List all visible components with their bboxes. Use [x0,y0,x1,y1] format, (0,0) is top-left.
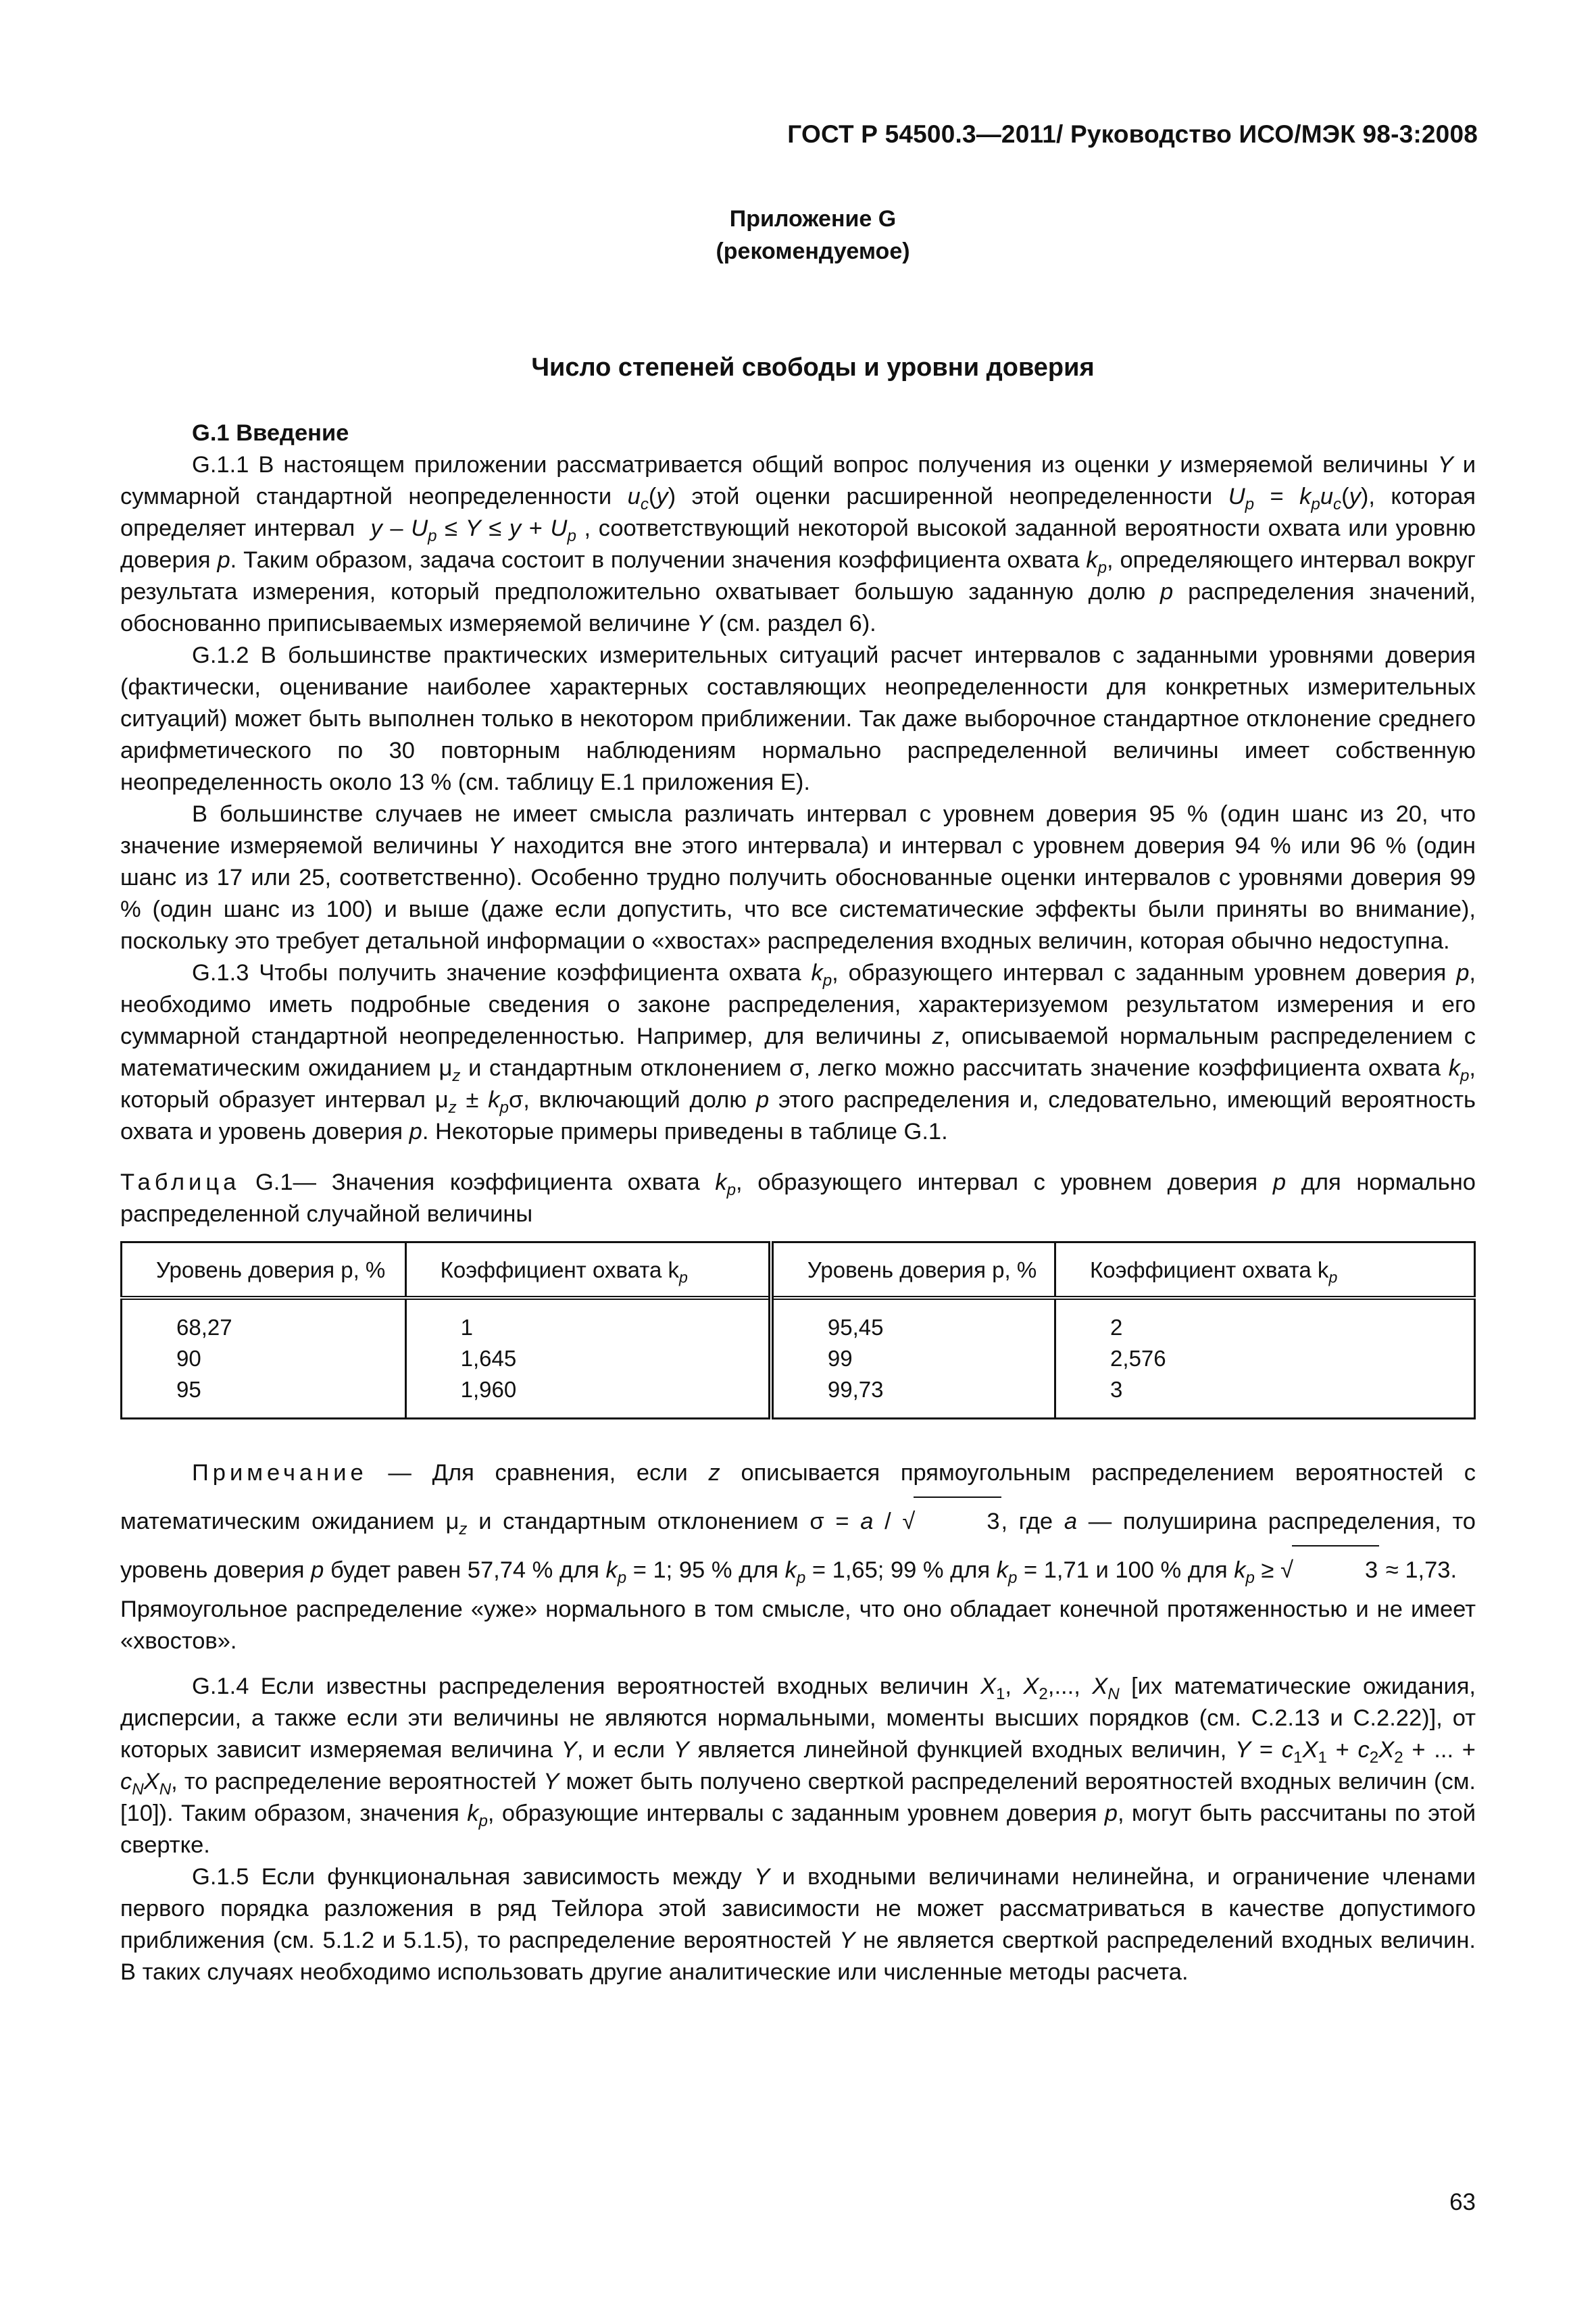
standard-header: ГОСТ Р 54500.3—2011/ Руководство ИСО/МЭК 98-3:2008 [787,120,1478,148]
paragraph-g-1-2: G.1.2 В большинстве практических измерительных ситуаций расчет интервалов с заданными уровнями доверия (фактически, оценивание наиболее характерных составляющих неопределенности для конкретных измерительных ситуаций) может быть выполнен только в некотором приближении. Так даже выборочное стандартное отклонение среднего арифметического по 30 повторным наблюдениям нормально распределенной величины имеет собственную неопределенность около 13 % (см. таблицу Е.1 приложения Е). [120,643,1476,795]
header-confidence-level: Уровень доверия p, % [771,1242,1055,1299]
appendix-heading [0,203,1596,268]
table-cell: 95,45 99 99,73 [771,1298,1055,1419]
table-cell: 2 2,576 3 [1055,1298,1475,1419]
paragraph-g-1-3: G.1.3 Чтобы получить значение коэффициента охвата $k_p$, образующего интервал с заданным уровнем доверия p, необходимо иметь подробные сведения о законе распределения, характеризуемом результатом измерения и его суммарной стандартной неопределенностью. Например, для величины z, описываемой нормальным распределением с математическим ожиданием $\mu_z$ и стандартным отклонением σ, легко можно рассчитать значение коэффициента охвата $k_p$, который образует интервал $\mu_z \pm k_p\sigma$, включающий долю p этого распределения и, следовательно, имеющий вероятность охвата и уровень доверия p. Некоторые примеры приведены в таблице G.1. [120,960,1476,1145]
page-title: Число степеней свободы и уровни доверия [531,353,1095,382]
section-heading: G.1 Введение [192,420,349,446]
note-continuation: Прямоугольное распределение «уже» нормального в том смысле, что оно обладает конечной протяженностью и не имеет «хвостов». [120,1596,1476,1654]
table-caption: Таблица G.1— Значения коэффициента охвата $k_p$, образующего интервал с уровнем доверия p для нормально распределенной случайной величины [120,1169,1476,1227]
page-number: 63 [1449,2189,1476,2215]
coverage-factor-table [120,1241,1476,1419]
body-text [120,418,1476,1988]
appendix-status: (рекомендуемое) [716,238,910,264]
paragraph-g-1-4: G.1.4 Если известны распределения вероятностей входных величин $X_1$, $X_2$,..., $X_N$ [их математические ожидания, дисперсии, а также если эти величины не являются нормальными, моменты высших порядков (см. С.2.13 и С.2.22)], от которых зависит измеряемая величина Y, и если Y является линейной функцией входных величин, $Y = c_1X_1 + c_2X_2$ + ... + $c_NX_N$, то распределение вероятностей Y может быть получено сверткой распределений вероятностей входных величин (см. [10]). Таким образом, значения $k_p$, образующие интервалы с заданным уровнем доверия p, могут быть рассчитаны по этой свертке. [120,1674,1476,1858]
header-coverage-factor: Коэффициент охвата $k_p$ [1055,1242,1475,1299]
paragraph-g-1-1: G.1.1 В настоящем приложении рассматривается общий вопрос получения из оценки y измеряемой величины Y и суммарной стандартной неопределенности $u_c(y)$ этой оценки расширенной неопределенности $U_p = k_pu_c(y)$, которая определяет интервал $y - U_p \le Y \le y + U_p$ , соответствующий некоторой высокой заданной вероятности охвата или уровню доверия p. Таким образом, задача состоит в получении значения коэффициента охвата $k_p$, определяющего интервал вокруг результата измерения, который предположительно охватывает большую заданную долю p распределения значений, обоснованно приписываемых измеряемой величине Y (см. раздел 6). [120,452,1476,636]
table-header-row [122,1242,1475,1299]
header-confidence-level: Уровень доверия p, % [122,1242,406,1299]
paragraph-g-1-2-continued: В большинстве случаев не имеет смысла различать интервал с уровнем доверия 95 % (один шанс из 20, что значение измеряемой величины Y находится вне этого интервала) и интервал с уровнем доверия 94 % или 96 % (один шанс из 17 или 25, соответственно). Особенно трудно получить обоснованные оценки интервалов с уровнями доверия 99 % (один шанс из 100) и выше (даже если допустить, что все систематические эффекты были приняты во внимание), поскольку это требует детальной информации о «хвостах» распределения входных величин, которая обычно недоступна. [120,801,1476,954]
header-coverage-factor: Коэффициент охвата $k_p$ [405,1242,771,1299]
paragraph-g-1-5: G.1.5 Если функциональная зависимость между Y и входными величинами нелинейна, и ограничение членами первого порядка разложения в ряд Тейлора этой зависимости не может рассматриваться в качестве допустимого приближения (см. 5.1.2 и 5.1.5), то распределение вероятностей Y не является сверткой распределений входных величин. В таких случаях необходимо использовать другие аналитические или численные методы расчета. [120,1864,1476,1985]
table-row [122,1298,1475,1419]
note-paragraph: Примечание — Для сравнения, если z описывается прямоугольным распределением вероятностей с математическим ожиданием $\mu_z$ и стандартным отклонением σ = a / √ 3, где a — полуширина распределения, то уровень доверия p будет равен 57,74 % для $k_p = 1$; 95 % для $k_p = 1,65$; 99 % для $k_p = 1,71$ и 100 % для $k_p$ ≥ √ 3 ≈ 1,73. [120,1449,1476,1594]
table-cell: 68,27 90 95 [122,1298,406,1419]
appendix-label: Приложение G [729,206,897,232]
table-cell: 1 1,645 1,960 [405,1298,771,1419]
